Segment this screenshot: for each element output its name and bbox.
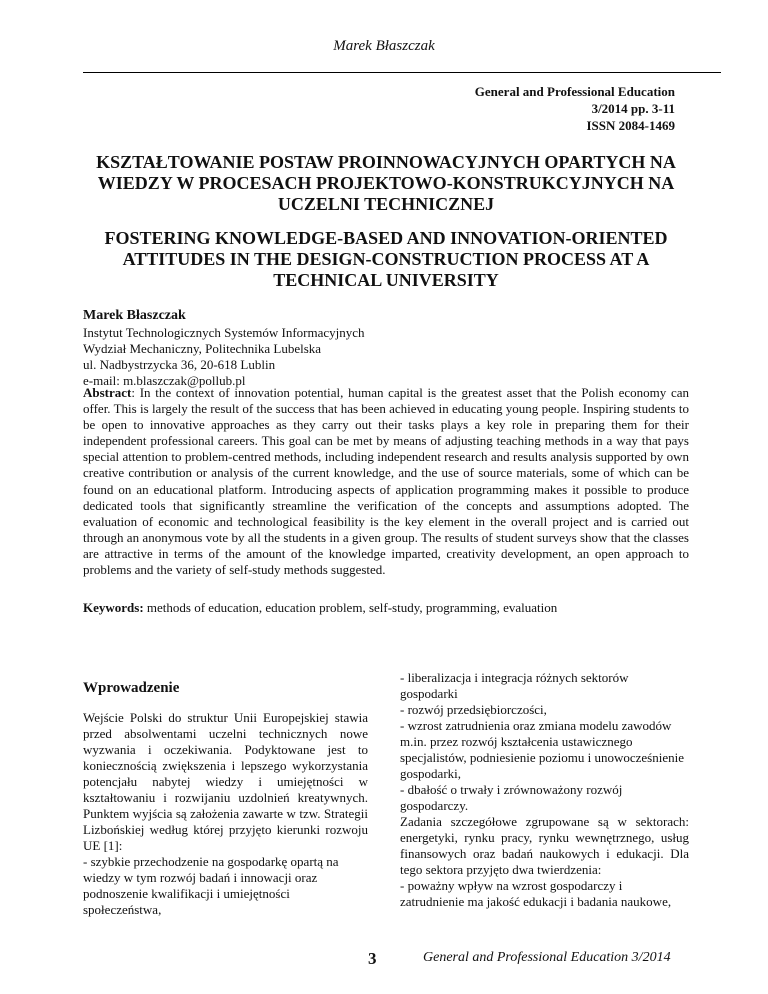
section-heading: Wprowadzenie <box>83 680 180 696</box>
author-email[interactable]: e-mail: m.blaszczak@pollub.pl <box>83 373 246 388</box>
list-item: - szybkie przechodzenie na gospodarkę opartą na wiedzy w tym rozwój badań i innowacji oraz podnoszenie kwalifikacji i umiejętności społeczeństwa, <box>83 854 339 917</box>
author-name: Marek Błaszczak <box>83 308 186 323</box>
journal-name: General and Professional Education <box>474 84 675 99</box>
title-english: FOSTERING KNOWLEDGE-BASED AND INNOVATION-ORIENTED ATTITUDES IN THE DESIGN-CONSTRUCTION PROCESS AT A TECHNICAL UNIVERSITY <box>104 228 668 290</box>
list-item: - dbałość o trwały i zrównoważony rozwój gospodarczy. <box>400 782 623 813</box>
list-item: - poważny wpływ na wzrost gospodarczy i zatrudnienie ma jakość edukacji i badania naukowe, <box>400 878 672 909</box>
header-rule <box>83 72 721 73</box>
abstract <box>83 385 689 578</box>
abstract-text: : In the context of innovation potential, human capital is the greatest asset that the Polish economy can offer. This is largely the result of the success that has been achieved in educating young people. Inspiring students to be open to innovative approaches as they carry out their tasks plays a key role in preparing them for their independent professional careers. This goal can be met by means of adjusting teaching methods in a way that pays special attention to problem-centred methods, including independent research and results analysis supported by own creative contribution or analysis of the current knowledge, and the use of source materials, some of which can be found on an educational platform. Introducing aspects of application programming makes it possible to produce dedicated tools that significantly streamline the verification of the concepts and assumptions adopted. The evaluation of economic and technological feasibility is the key element in the overall project and is carried out through an anonymous vote by all the students in a given group. The results of student surveys show that the classes are attractive in terms of the amount of the knowledge imparted, creativity development, an open approach to problems and the variety of self-study methods suggested. <box>83 385 689 578</box>
author-faculty: Wydział Mechaniczny, Politechnika Lubelska <box>83 341 322 356</box>
keywords-label: Keywords: <box>83 600 144 615</box>
sector-paragraph: Zadania szczegółowe zgrupowane są w sektorach: energetyki, rynku pracy, rynku wewnętrznego, usług finansowych oraz badań naukowych i edukacji. Dla tego sektora przyjęto dwa twierdzenia: <box>400 814 689 877</box>
author-address: ul. Nadbystrzycka 36, 20-618 Lublin <box>83 357 276 372</box>
keywords-text: methods of education, education problem, self-study, programming, evaluation <box>143 600 558 615</box>
keywords <box>83 600 689 616</box>
journal-issn: ISSN 2084-1469 <box>586 118 675 133</box>
right-column <box>400 670 689 910</box>
author-block <box>83 308 365 389</box>
author-institute: Instytut Technologicznych Systemów Informacyjnych <box>83 325 365 340</box>
list-item: - rozwój przedsiębiorczości, <box>400 702 547 717</box>
list-item: - liberalizacja i integracja różnych sektorów gospodarki <box>400 670 629 701</box>
page-number: 3 <box>368 949 377 968</box>
left-column <box>83 680 368 918</box>
journal-info <box>475 83 675 134</box>
title-polish: KSZTAŁTOWANIE POSTAW PROINNOWACYJNYCH OPARTYCH NA WIEDZY W PROCESACH PROJEKTOWO-KONSTRUKCYJNYCH NA UCZELNI TECHNICZNEJ <box>96 152 676 214</box>
journal-issue: 3/2014 pp. 3-11 <box>591 101 675 116</box>
abstract-label: Abstract <box>83 385 132 400</box>
running-head: Marek Błaszczak <box>333 38 435 54</box>
footer-journal: General and Professional Education 3/2014 <box>423 950 671 965</box>
intro-paragraph: Wejście Polski do struktur Unii Europejskiej stawia przed absolwentami uczelni technicznych nowe wyzwania i oczekiwania. Podyktowane jest to koniecznością zwiększenia i lepszego wykorzystania potencjału nabytej wiedzy i umiejętności w kształtowaniu i rozwijaniu uzdolnień kreatywnych. Punktem wyjścia są założenia zawarte w tzw. Strategii Lizbońskiej według której przyjęto kierunki rozwoju UE [1]: <box>83 710 368 853</box>
list-item: - wzrost zatrudnienia oraz zmiana modelu zawodów m.in. przez rozwój kształcenia ustawicznego specjalistów, podniesienie poziomu i unowocześnienie gospodarki, <box>400 718 685 781</box>
